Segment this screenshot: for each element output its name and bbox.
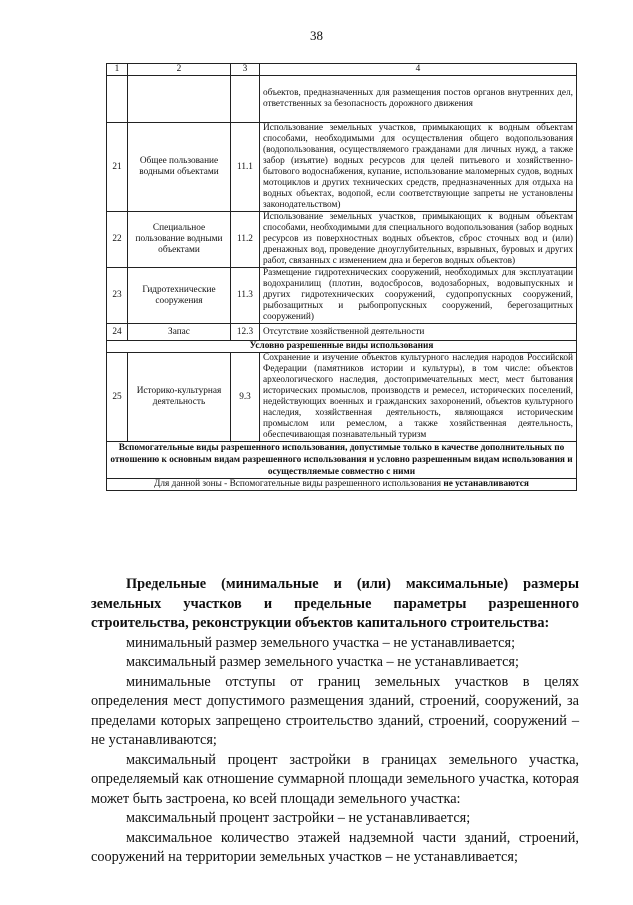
parameter-line: максимальный размер земельного участка – не устанавливается;	[126, 654, 519, 670]
parameter-line: максимальный процент застройки – не устанавливается;	[126, 810, 471, 826]
use-name: Специальное пользование водными объектами	[128, 212, 231, 268]
parameter-line: максимальное количество этажей надземной части зданий, строений, сооружений на территории земельных участков – не устанавливается;	[91, 829, 579, 865]
table-row	[107, 123, 577, 212]
use-name: Гидротехнические сооружения	[128, 268, 231, 324]
row-number: 25	[107, 353, 128, 442]
auxiliary-note-row	[107, 442, 577, 479]
header-col-1: 1	[107, 64, 128, 76]
use-code: 9.3	[231, 353, 260, 442]
table-row	[107, 353, 577, 442]
parameter-line: максимальный процент застройки в границах земельного участка, определяемый как отношение суммарной площади земельного участка, которая может быть застроена, ко всей площади земельного участка:	[91, 751, 579, 807]
use-description: Использование земельных участков, примыкающих к водным объектам способами, необходимыми для специального водопользования (забор водных ресурсов из поверхностных водных объектов, сброс сточных вод и (или) дренажных вод, проведение дноуглубительных, взрывных, буровых и других работ, связанных с изменением дна и берегов водных объектов)	[260, 212, 577, 268]
parameter-line: минимальный размер земельного участка – не устанавливается;	[126, 634, 516, 651]
auxiliary-note: Вспомогательные виды разрешенного использования, допустимые только в качестве дополнительных по отношению к основным видам разрешенного использования и условно разрешенным видам использования и осуществляемые совместно с ними	[107, 442, 577, 479]
header-col-4: 4	[260, 64, 577, 76]
use-description: Сохранение и изучение объектов культурного наследия народов Российской Федерации (памятников истории и культуры), в том числе: объектов археологического наследия, достопримечательных мест, мест бытования исторических промыслов, производств и ремесел, исторических поселений, недействующих военных и гражданских захоронений, объектов культурного наследия, хозяйственная деятельность, являющаяся историческим промыслом или ремеслом, а также хозяйственная деятельность, обеспечивающая познавательный туризм	[260, 353, 577, 442]
table-row	[107, 268, 577, 324]
use-code: 11.2	[231, 212, 260, 268]
parameters-section	[91, 575, 579, 868]
continuation-text: объектов, предназначенных для размещения постов органов внутренних дел, ответственных за безопасность дорожного движения	[260, 76, 577, 123]
use-description: Размещение гидротехнических сооружений, необходимых для эксплуатации водохранилищ (плотин, водосбросов, водозаборных, водовыпускных и других гидротехнических сооружений, судопропускных сооружений, рыбозащитных и рыбопропускных сооружений, берегозащитных сооружений)	[260, 268, 577, 324]
header-col-2: 2	[128, 64, 231, 76]
row-number: 22	[107, 212, 128, 268]
use-code: 11.3	[231, 268, 260, 324]
row-number: 23	[107, 268, 128, 324]
zone-note-prefix: Для данной зоны - Вспомогательные виды разрешенного использования	[154, 479, 442, 489]
use-name: Историко-культурная деятельность	[128, 353, 231, 442]
use-name: Общее пользование водными объектами	[128, 123, 231, 212]
parameter-line: минимальные отступы от границ земельных участков в целях определения мест допустимого размещения зданий, строений, сооружений, за пределами которых запрещено строительство зданий, строений, сооружений – не устанавливаются;	[91, 673, 579, 748]
use-code: 11.1	[231, 123, 260, 212]
use-description: Использование земельных участков, примыкающих к водным объектам способами, необходимыми для осуществления общего водопользования (водопользования, осуществляемого гражданами для личных нужд, а также забор (изъятие) водных ресурсов для целей питьевого и хозяйственно-бытового водоснабжения, купание, использование маломерных судов, водных мотоциклов и других технических средств, предназначенных для отдыха на водных объектах, водопой, если соответствующие запреты не установлены законодательством)	[260, 123, 577, 212]
section-header-row	[107, 341, 577, 353]
table-header-row	[107, 64, 577, 76]
use-name: Запас	[128, 324, 231, 341]
table-row	[107, 324, 577, 341]
parameters-heading: Предельные (минимальные и (или) максимальные) размеры земельных участков и предельные параметры разрешенного строительства, реконструкции объектов капитального строительства:	[91, 576, 579, 631]
header-col-3: 3	[231, 64, 260, 76]
row-number: 21	[107, 123, 128, 212]
page-number: 38	[310, 28, 323, 43]
zone-note-bold: не устанавливаются	[443, 479, 529, 489]
permitted-use-table	[106, 63, 577, 491]
use-code: 12.3	[231, 324, 260, 341]
section-conditional-title: Условно разрешенные виды использования	[107, 341, 577, 353]
zone-note	[107, 479, 577, 491]
table-row	[107, 76, 577, 123]
row-number: 24	[107, 324, 128, 341]
use-description: Отсутствие хозяйственной деятельности	[260, 324, 577, 341]
table-row	[107, 212, 577, 268]
zone-note-row	[107, 479, 577, 491]
